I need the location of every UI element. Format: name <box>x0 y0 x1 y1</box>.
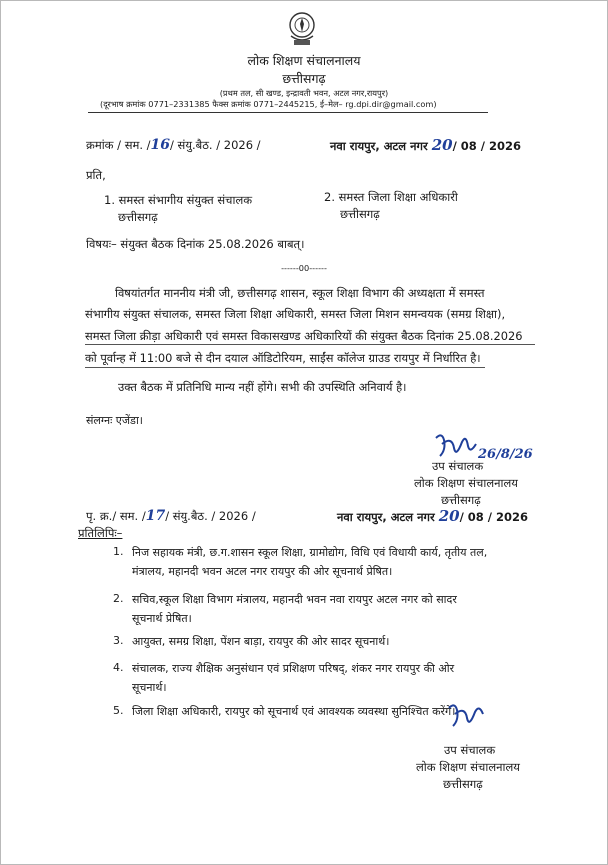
header-rule <box>88 112 488 113</box>
copy-item-3-line-1: आयुक्त, समग्र शिक्षा, पेंशन बाड़ा, रायपुर की ओर सादर सूचनार्थ। <box>132 635 390 648</box>
copy-item-2-number: 2. <box>113 592 124 605</box>
copy-item-5-line-1: जिला शिक्षा अधिकारी, रायपुर को सूचनार्थ एवं आवश्यक व्यवस्था सुनिश्चित करेंगें। <box>132 705 456 718</box>
copy-item-2-line-1: सचिव,स्कूल शिक्षा विभाग मंत्रालय, महानदी भवन नवा रायपुर अटल नगर को सादर <box>132 593 457 606</box>
recipient-1: 1. समस्त संभागीय संयुक्त संचालक <box>104 193 253 207</box>
copy-item-3-number: 3. <box>113 634 124 647</box>
endorsement-date: नवा रायपुर, अटल नगर 20/ 08 / 2026 <box>337 507 528 525</box>
copy-item-4-number: 4. <box>113 661 124 674</box>
copy-item-4-line-2: सूचनार्थ। <box>132 681 167 694</box>
letter-date: नवा रायपुर, अटल नगर 20/ 08 / 2026 <box>330 136 521 154</box>
divider: ------00------ <box>281 263 327 273</box>
copy-item-5-number: 5. <box>113 704 124 717</box>
body-underline-1 <box>85 344 535 345</box>
copy-item-4-line-1: संचालक, राज्य शैक्षिक अनुसंधान एवं प्रशिक्षण परिषद्, शंकर नगर रायपुर की ओर <box>132 662 455 675</box>
body-line-1: विषयांतर्गत माननीय मंत्री जी, छत्तीसगढ़ शासन, स्कूल शिक्षा विभाग की अध्यक्षता में समस्त <box>115 286 485 300</box>
copy-item-1-number: 1. <box>113 545 124 558</box>
body-line-2: संभागीय संयुक्त संचालक, समस्त जिला शिक्षा अधिकारी, समस्त जिला मिशन समन्वयक (समग्र शिक्षा), <box>85 307 506 321</box>
endorsement-number: पृ. क्र./ सम. /17/ संयु.बैठ. / 2026 / <box>86 508 256 524</box>
subject-line: विषयः– संयुक्त बैठक दिनांक 25.08.2026 बाबत्। <box>86 237 305 251</box>
signatory-2-state: छत्तीसगढ़ <box>443 777 483 791</box>
body-line-5: उक्त बैठक में प्रतिनिधि मान्य नहीं होंगे। सभी की उपस्थिति अनिवार्य है। <box>118 380 407 394</box>
copy-item-2-line-2: सूचनार्थ प्रेषित। <box>132 612 192 625</box>
office-address: (प्रथम तल, सी खण्ड, इन्द्रावती भवन, अटल नगर,रायपुर) <box>219 88 389 98</box>
signature-2-icon <box>445 700 495 740</box>
letter-number: क्रमांक / सम. /16/ संयु.बैठ. / 2026 / <box>86 137 261 153</box>
recipient-2: 2. समस्त जिला शिक्षा अधिकारी <box>324 190 458 204</box>
copy-item-1-line-1: निज सहायक मंत्री, छ.ग.शासन स्कूल शिक्षा, ग्रामोद्योग, विधि एवं विधायी कार्य, तृतीय तल, <box>132 546 488 559</box>
signature-date: 26/8/26 <box>478 447 533 462</box>
office-name: लोक शिक्षण संचालनालय <box>247 53 361 68</box>
copy-item-1-line-2: मंत्रालय, महानदी भवन अटल नगर रायपुर की ओर सूचनार्थ प्रेषित। <box>132 565 393 578</box>
body-underline-2 <box>85 367 485 368</box>
contact-line: (दूरभाष क्रमांक 0771–2331385 फैक्स क्रमांक 0771–2445215, ई–मेल– rg.dpi.dir@gmail.com) <box>100 99 437 109</box>
signatory-1-title: उप संचालक <box>432 459 484 473</box>
recipient-2-state: छत्तीसगढ़ <box>340 207 380 221</box>
state-emblem-icon <box>285 10 319 48</box>
signatory-2-office: लोक शिक्षण संचालनालय <box>416 760 520 774</box>
recipient-1-state: छत्तीसगढ़ <box>118 210 158 224</box>
body-line-3: समस्त जिला क्रीड़ा अधिकारी एवं समस्त विकासखण्ड अधिकारियों की संयुक्त बैठक दिनांक 25.08.2026 <box>85 329 523 343</box>
to-label: प्रति, <box>86 168 106 182</box>
signatory-1-state: छत्तीसगढ़ <box>441 493 481 507</box>
state-name: छत्तीसगढ़ <box>282 71 326 86</box>
signatory-2-title: उप संचालक <box>444 743 496 757</box>
copy-label: प्रतिलिपिः– <box>78 526 123 540</box>
signatory-1-office: लोक शिक्षण संचालनालय <box>414 476 518 490</box>
body-line-4: को पूर्वान्ह में 11:00 बजे से दीन दयाल ऑडिटोरियम, साईंस कॉलेज ग्राउड रायपुर में निर्धारित है। <box>85 351 481 365</box>
enclosure: संलग्नः एजेंडा। <box>86 414 143 427</box>
